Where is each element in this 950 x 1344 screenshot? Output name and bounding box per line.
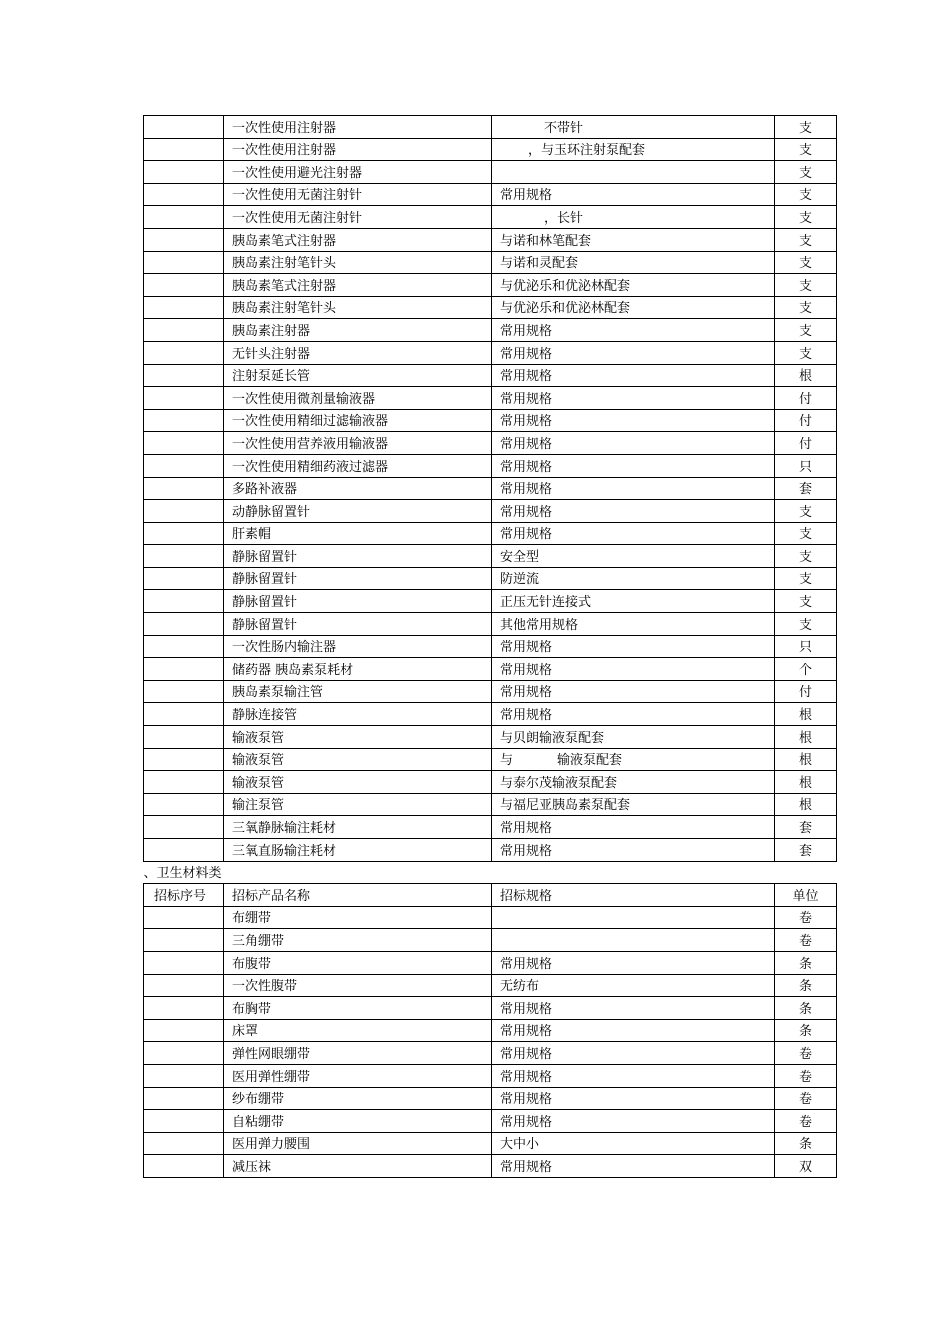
cell-number [144,567,224,590]
cell-spec: 常用规格 [492,658,775,681]
cell-unit: 根 [775,793,837,816]
cell-number [144,183,224,206]
table-row [144,545,837,568]
cell-number [144,1042,224,1065]
cell-unit: 支 [775,296,837,319]
table-row [144,567,837,590]
table-row [144,1087,837,1110]
cell-spec: 常用规格 [492,1155,775,1178]
cell-spec: 常用规格 [492,183,775,206]
table-row [144,793,837,816]
table-row [144,726,837,749]
cell-unit: 支 [775,545,837,568]
cell-unit: 根 [775,748,837,771]
cell-unit: 付 [775,409,837,432]
table-row [144,319,837,342]
cell-product-name: 一次性使用营养液用输液器 [224,432,492,455]
cell-spec: 与诺和林笔配套 [492,228,775,251]
cell-unit: 只 [775,454,837,477]
cell-unit: 卷 [775,1087,837,1110]
cell-spec: 常用规格 [492,522,775,545]
cell-unit: 套 [775,477,837,500]
cell-unit: 卷 [775,906,837,929]
cell-number [144,1064,224,1087]
cell-spec [492,748,775,771]
cell-product-name: 医用弹力腰围 [224,1132,492,1155]
cell-unit: 支 [775,341,837,364]
cell-product-name: 无针头注射器 [224,341,492,364]
cell-spec: 常用规格 [492,1087,775,1110]
cell-spec [492,906,775,929]
cell-unit: 只 [775,635,837,658]
cell-unit: 卷 [775,929,837,952]
cell-number [144,1087,224,1110]
cell-number [144,409,224,432]
header-number: 招标序号 [144,884,224,907]
cell-number [144,839,224,862]
cell-number [144,545,224,568]
cell-unit: 支 [775,251,837,274]
cell-unit: 卷 [775,1064,837,1087]
cell-unit: 条 [775,974,837,997]
cell-product-name: 输液泵管 [224,771,492,794]
cell-number [144,319,224,342]
cell-unit: 支 [775,500,837,523]
cell-product-name: 多路补液器 [224,477,492,500]
cell-spec: 常用规格 [492,432,775,455]
cell-product-name: 静脉留置针 [224,545,492,568]
cell-unit: 条 [775,951,837,974]
cell-product-name: 三氧静脉输注耗材 [224,816,492,839]
cell-product-name: 一次性使用无菌注射针 [224,206,492,229]
cell-number [144,703,224,726]
table-row [144,387,837,410]
cell-number [144,477,224,500]
cell-unit: 条 [775,1019,837,1042]
table-body [144,116,837,1178]
cell-spec: 其他常用规格 [492,613,775,636]
cell-number [144,929,224,952]
cell-product-name: 布腹带 [224,951,492,974]
table-row [144,296,837,319]
table-header-row [144,884,837,907]
cell-product-name: 动静脉留置针 [224,500,492,523]
cell-product-name: 减压袜 [224,1155,492,1178]
table-row [144,635,837,658]
cell-spec: 不带针 [492,116,775,139]
table-row [144,680,837,703]
cell-product-name: 布胸带 [224,997,492,1020]
cell-spec: 常用规格 [492,319,775,342]
table-row [144,816,837,839]
cell-unit: 支 [775,228,837,251]
section-title: 、卫生材料类 [144,861,837,884]
cell-number [144,680,224,703]
cell-unit: 根 [775,703,837,726]
table-row [144,432,837,455]
cell-product-name: 输液泵管 [224,726,492,749]
spec-part: 与 [500,753,514,769]
table-row [144,274,837,297]
cell-unit: 根 [775,726,837,749]
cell-number [144,997,224,1020]
table-row [144,1064,837,1087]
table-row [144,658,837,681]
cell-number [144,590,224,613]
cell-spec: 常用规格 [492,951,775,974]
cell-spec: 大中小 [492,1132,775,1155]
cell-unit: 根 [775,771,837,794]
cell-unit: 付 [775,680,837,703]
cell-spec: 常用规格 [492,364,775,387]
cell-spec: 与优泌乐和优泌林配套 [492,274,775,297]
table-row [144,1132,837,1155]
cell-product-name: 床罩 [224,1019,492,1042]
cell-unit: 条 [775,997,837,1020]
cell-unit: 个 [775,658,837,681]
procurement-table [143,115,837,1178]
cell-number [144,726,224,749]
table-row [144,228,837,251]
cell-spec: 常用规格 [492,703,775,726]
cell-number [144,906,224,929]
cell-spec: 常用规格 [492,341,775,364]
cell-product-name: 静脉留置针 [224,590,492,613]
cell-spec: ，长针 [492,206,775,229]
cell-product-name: 一次性腹带 [224,974,492,997]
cell-product-name: 一次性使用避光注射器 [224,161,492,184]
cell-unit: 支 [775,138,837,161]
cell-product-name: 一次性使用注射器 [224,138,492,161]
table-row [144,1019,837,1042]
cell-number [144,522,224,545]
cell-product-name: 一次性使用注射器 [224,116,492,139]
table-row [144,161,837,184]
cell-number [144,161,224,184]
cell-number [144,228,224,251]
cell-number [144,206,224,229]
cell-product-name: 输液泵管 [224,748,492,771]
cell-number [144,138,224,161]
cell-unit: 支 [775,522,837,545]
cell-product-name: 一次性使用无菌注射针 [224,183,492,206]
cell-number [144,1019,224,1042]
cell-product-name: 胰岛素注射笔针头 [224,296,492,319]
cell-number [144,816,224,839]
cell-product-name: 胰岛素注射笔针头 [224,251,492,274]
table-row [144,771,837,794]
table-row [144,929,837,952]
cell-unit: 支 [775,590,837,613]
cell-number [144,364,224,387]
table-row [144,138,837,161]
table-row [144,251,837,274]
table-row [144,500,837,523]
cell-spec: 常用规格 [492,635,775,658]
cell-unit: 支 [775,206,837,229]
table-row [144,906,837,929]
cell-unit: 支 [775,183,837,206]
cell-number [144,635,224,658]
cell-number [144,251,224,274]
cell-unit: 双 [775,1155,837,1178]
cell-unit: 付 [775,387,837,410]
cell-number [144,274,224,297]
table-row [144,613,837,636]
cell-spec: 常用规格 [492,816,775,839]
cell-unit: 支 [775,274,837,297]
cell-product-name: 胰岛素笔式注射器 [224,274,492,297]
cell-unit: 套 [775,839,837,862]
cell-number [144,341,224,364]
cell-product-name: 静脉留置针 [224,567,492,590]
section-title-row [144,861,837,884]
cell-unit: 根 [775,364,837,387]
cell-spec: 无纺布 [492,974,775,997]
cell-spec [492,161,775,184]
table-row [144,748,837,771]
cell-product-name: 胰岛素泵输注管 [224,680,492,703]
cell-number [144,387,224,410]
table-row [144,477,837,500]
table-row [144,1042,837,1065]
cell-product-name: 注射泵延长管 [224,364,492,387]
cell-spec: 安全型 [492,545,775,568]
cell-product-name: 静脉连接管 [224,703,492,726]
cell-number [144,658,224,681]
cell-spec: 常用规格 [492,1110,775,1133]
cell-spec [492,929,775,952]
cell-product-name: 胰岛素注射器 [224,319,492,342]
cell-product-name: 纱布绷带 [224,1087,492,1110]
table-row [144,997,837,1020]
cell-spec: 防逆流 [492,567,775,590]
table-row [144,703,837,726]
cell-unit: 支 [775,161,837,184]
cell-spec: 常用规格 [492,1064,775,1087]
table-row [144,364,837,387]
table-row [144,341,837,364]
cell-unit: 条 [775,1132,837,1155]
cell-product-name: 肝素帽 [224,522,492,545]
table-row [144,951,837,974]
cell-product-name: 储药器 胰岛素泵耗材 [224,658,492,681]
cell-number [144,500,224,523]
cell-product-name: 输注泵管 [224,793,492,816]
table-row [144,1110,837,1133]
cell-unit: 卷 [775,1110,837,1133]
cell-spec: 与优泌乐和优泌林配套 [492,296,775,319]
cell-spec: 常用规格 [492,387,775,410]
cell-number [144,613,224,636]
cell-number [144,454,224,477]
cell-product-name: 一次性使用精细药液过滤器 [224,454,492,477]
cell-product-name: 医用弹性绷带 [224,1064,492,1087]
cell-product-name: 三氧直肠输注耗材 [224,839,492,862]
cell-spec: 与福尼亚胰岛素泵配套 [492,793,775,816]
cell-spec: 常用规格 [492,1019,775,1042]
cell-spec: 常用规格 [492,839,775,862]
cell-number [144,1110,224,1133]
cell-product-name: 一次性使用微剂量输液器 [224,387,492,410]
cell-unit: 付 [775,432,837,455]
cell-number [144,1132,224,1155]
cell-unit: 支 [775,116,837,139]
table-row [144,974,837,997]
cell-unit: 支 [775,567,837,590]
cell-number [144,116,224,139]
cell-number [144,951,224,974]
table-row [144,454,837,477]
cell-product-name: 自粘绷带 [224,1110,492,1133]
cell-spec: 常用规格 [492,477,775,500]
cell-spec: 与诺和灵配套 [492,251,775,274]
cell-product-name: 布绷带 [224,906,492,929]
header-unit: 单位 [775,884,837,907]
cell-spec: 常用规格 [492,680,775,703]
table-row [144,590,837,613]
table-row [144,1155,837,1178]
cell-product-name: 弹性网眼绷带 [224,1042,492,1065]
table-row [144,409,837,432]
cell-spec: 与泰尔茂输液泵配套 [492,771,775,794]
cell-number [144,432,224,455]
cell-spec: 正压无针连接式 [492,590,775,613]
cell-spec: ，与玉环注射泵配套 [492,138,775,161]
cell-product-name: 三角绷带 [224,929,492,952]
cell-spec: 常用规格 [492,1042,775,1065]
cell-number [144,1155,224,1178]
cell-unit: 套 [775,816,837,839]
cell-number [144,771,224,794]
table-row [144,206,837,229]
cell-number [144,296,224,319]
header-spec: 招标规格 [492,884,775,907]
cell-number [144,748,224,771]
cell-spec: 常用规格 [492,500,775,523]
cell-unit: 卷 [775,1042,837,1065]
cell-unit: 支 [775,613,837,636]
cell-product-name: 一次性使用精细过滤输液器 [224,409,492,432]
cell-spec: 与贝朗输液泵配套 [492,726,775,749]
cell-spec: 常用规格 [492,454,775,477]
cell-spec: 常用规格 [492,409,775,432]
table-row [144,116,837,139]
table-row [144,839,837,862]
cell-spec: 常用规格 [492,997,775,1020]
cell-product-name: 静脉留置针 [224,613,492,636]
header-product-name: 招标产品名称 [224,884,492,907]
cell-product-name: 一次性肠内输注器 [224,635,492,658]
cell-number [144,974,224,997]
spec-part: 输液泵配套 [557,753,623,769]
table-row [144,183,837,206]
cell-product-name: 胰岛素笔式注射器 [224,228,492,251]
cell-number [144,793,224,816]
cell-unit: 支 [775,319,837,342]
table-row [144,522,837,545]
